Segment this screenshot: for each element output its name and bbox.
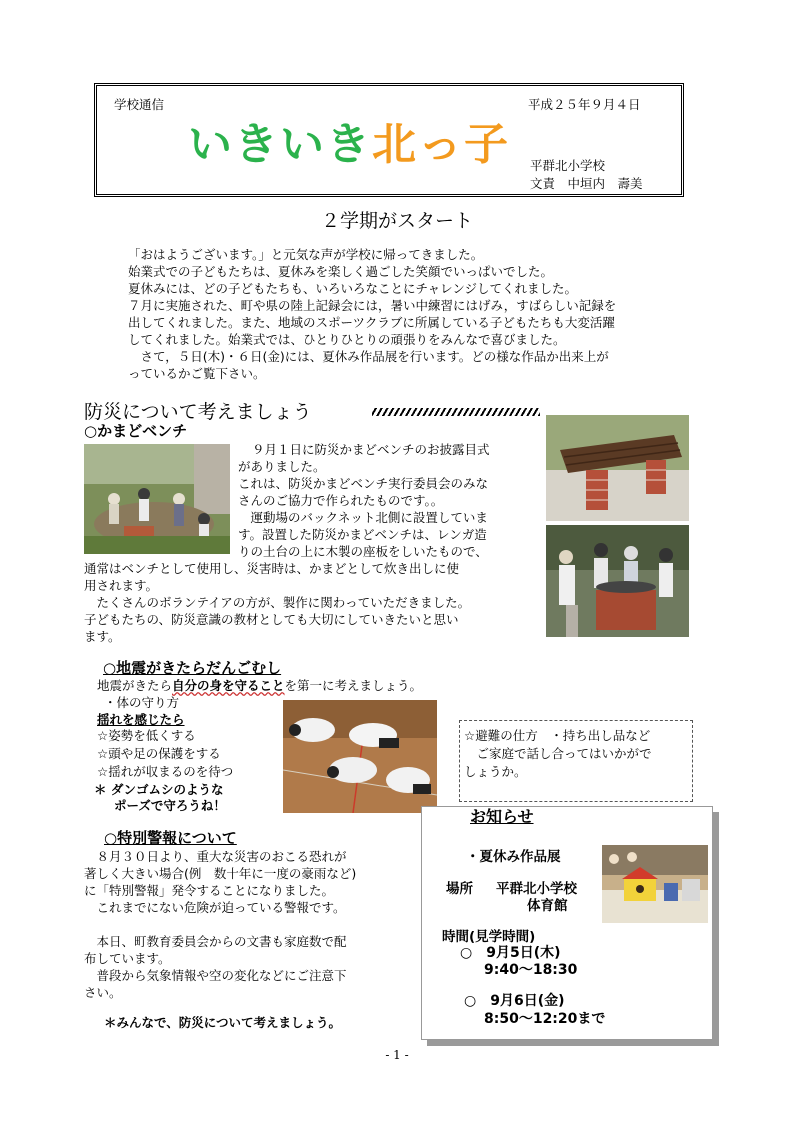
title-green: いきいき: [188, 119, 372, 170]
kamado-text-indented: [238, 441, 490, 560]
text-run: 地震がきたら: [97, 678, 173, 693]
text-line: [84, 916, 356, 933]
text-line: がありました。: [238, 459, 326, 474]
text-line: 本日、町教育委員会からの文書も家庭数で配: [84, 934, 347, 949]
dangomushi-line2: ポーズで守ろうね！: [114, 798, 226, 813]
text-line: さんのご協力で作られたものです。。: [238, 493, 444, 508]
text-line: 運動場のバックネット北側に設置していま: [238, 510, 488, 525]
photo-bench-construction: [84, 444, 230, 554]
intro-line: ７月に実施された、町や県の陸上記録会には，暑い中練習にはげみ，すばらしい記録を: [128, 298, 617, 313]
safety-step: ☆頭や足の保護をする: [97, 746, 221, 761]
evacuation-note-text: [464, 727, 652, 781]
text-line: たくさんのボランテイアの方が、製作に関わっていただきました。: [84, 595, 471, 610]
notice-place-label: 場所: [446, 881, 473, 897]
safety-step: ☆姿勢を低くする: [97, 728, 196, 743]
intro-line: っているかご覧下さい。: [128, 366, 266, 381]
jishin-intro: [97, 677, 422, 694]
kamado-text-full: [84, 560, 470, 645]
notice-day1: ○ 9月5日(木): [460, 945, 561, 961]
text-run: を第一に考えましょう。: [284, 678, 423, 693]
text-line: 用されます。: [84, 578, 159, 593]
decorative-wavy-rule: [372, 408, 540, 416]
text-line: 著しく大きい場合(例 数十年に一度の豪雨など): [84, 866, 357, 881]
photo-kamado-bench: [546, 415, 689, 521]
text-line: これは、防災かまどベンチ実行委員会のみな: [238, 476, 489, 491]
notice-time-label: 時間(見学時間): [442, 929, 536, 945]
text-line: 通常はベンチとして使用し、災害時は、かまどとして炊き出しに使: [84, 561, 460, 576]
text-line: さい。: [84, 985, 122, 1000]
safety-steps: [97, 727, 233, 781]
text-line: しょうか。: [464, 764, 527, 779]
title-orange: 北っ子: [372, 119, 510, 170]
newsletter-title: [188, 108, 510, 172]
text-line: 子どもたちの、防災意識の教材としても大切にしていきたいと思い: [84, 612, 459, 627]
author-line: 文責 中垣内 壽美: [530, 176, 643, 191]
intro-line: 始業式での子どもたちは、夏休みを楽しく過ごした笑顔でいっぱいでした。: [128, 264, 554, 279]
text-line: りの土台の上に木製の座板をしいたもので、: [238, 544, 488, 559]
text-line: に「特別警報」発令することになりました。: [84, 883, 335, 898]
issue-date: 平成２５年９月４日: [528, 97, 641, 112]
notice-place-gym: 体育館: [527, 898, 568, 914]
notice-time2: 8:50～12:20まで: [484, 1011, 606, 1027]
intro-line: 出してくれました。また、地域のスポーツクラブに所属している子どもたちも大変活躍: [128, 315, 615, 330]
text-line: 布しています。: [84, 951, 171, 966]
intro-line: してくれました。始業式では、ひとりひとりの頑張りをみんなで喜びました。: [128, 332, 566, 347]
notice-event: ・夏休み作品展: [466, 849, 561, 865]
subheading-kamado: ○かまどベンチ: [84, 422, 188, 440]
when-shaking-label: 揺れを感じたら: [97, 712, 185, 727]
safety-step: ☆揺れが収まるのを待つ: [97, 764, 234, 779]
notice-title: お知らせ: [470, 807, 534, 826]
school-name: 平群北小学校: [530, 158, 606, 173]
dangomushi-line1: ＊ ダンゴムシのような: [94, 782, 224, 797]
special-warning-text: [84, 848, 356, 1001]
body-protection-label: ・体の守り方: [104, 695, 180, 710]
closing-line: ＊みんなで、防災について考えましょう。: [104, 1015, 342, 1030]
intro-line: さて，５日(木)・６日(金)には、夏休み作品展を行います。どの様な作品か出来上が: [128, 349, 609, 364]
text-line: ８月３０日より、重大な災害のおこる恐れが: [84, 849, 347, 864]
text-line: ご家庭で話し合ってはいかがで: [464, 746, 652, 761]
text-line: ９月１日に防災かまどベンチのお披露目式: [252, 442, 490, 457]
subheading-special-warning: ○特別警報について: [104, 829, 237, 847]
photo-dangomushi-pose: [283, 700, 437, 813]
intro-line: 夏休みには、どの子どもたちも、いろいろなことにチャレンジしてくれました。: [128, 281, 578, 296]
headline: ２学期がスタート: [320, 210, 473, 232]
text-line: す。設置した防災かまどベンチは、レンガ造: [238, 527, 487, 542]
intro-line: 「おはようございます。」と元気な声が学校に帰ってきました。: [128, 247, 484, 262]
photo-summer-exhibit: [602, 845, 708, 923]
text-line: ます。: [84, 629, 121, 644]
text-line: 普段から気象情報や空の変化などにご注意下: [84, 968, 347, 983]
notice-time1: 9:40～18:30: [484, 962, 578, 978]
notice-day2: ○ 9月6日(金): [464, 993, 565, 1009]
page-number: - 1 -: [385, 1048, 409, 1062]
notice-place-school: 平群北小学校: [496, 881, 577, 897]
photo-kamado-cooking: [546, 525, 689, 637]
text-line: これまでにない危険が迫っている警報です。: [84, 900, 346, 915]
intro-text: [128, 246, 616, 382]
text-line: ☆避難の仕方 ・持ち出し品など: [464, 728, 651, 743]
newsletter-label: 学校通信: [114, 97, 165, 112]
emphasis-text: 自分の身を守ること: [172, 678, 285, 693]
subheading-jishin: ○地震がきたらだんごむし: [103, 659, 282, 677]
section-title-bousai: 防災について考えましょう: [84, 401, 312, 423]
